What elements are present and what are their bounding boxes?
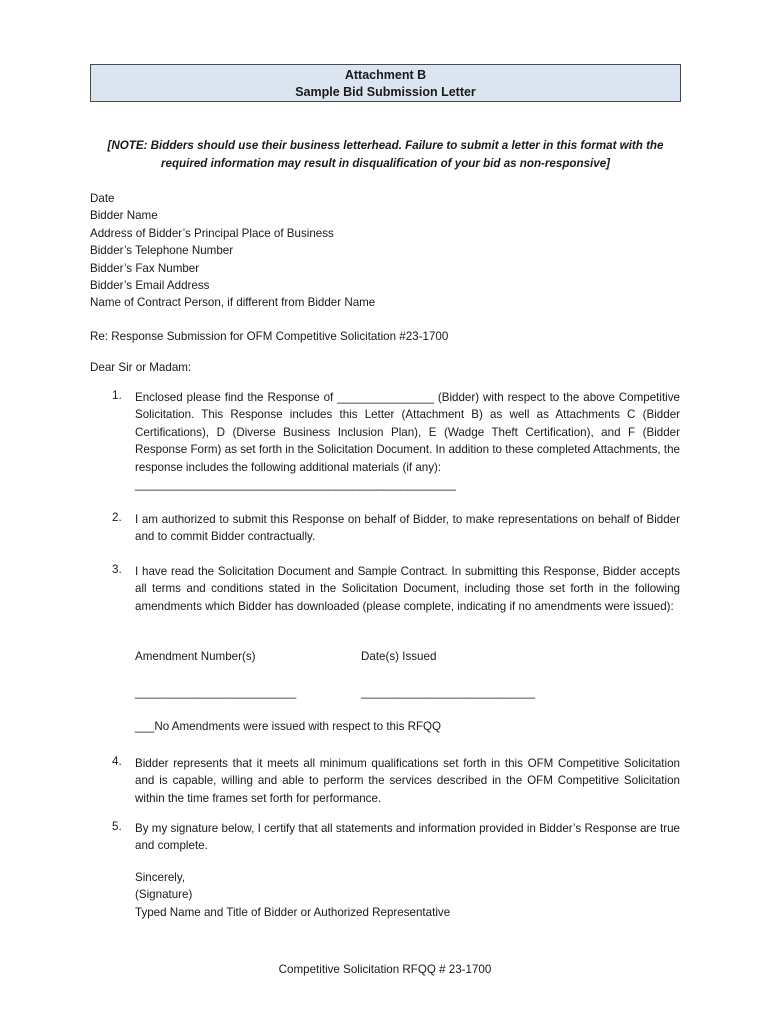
date-issued-blank: ___________________________ (361, 686, 536, 699)
list-number: 1. (112, 389, 122, 402)
address-line-date: Date (90, 192, 115, 205)
list-number: 2. (112, 511, 122, 524)
amendment-number-header: Amendment Number(s) (135, 650, 256, 663)
list-number: 4. (112, 755, 122, 768)
list-item-text: I have read the Solicitation Document and Sample Contract. In submitting this Response, Bidder accepts all terms and conditions stated in the Solicitation Document, including those set forth in the following amendments which Bidder has downloaded (please complete, indicating if no amendments were issued): (135, 565, 680, 613)
address-line-email: Bidder’s Email Address (90, 279, 210, 293)
list-item-text: By my signature below, I certify that all statements and information provided in Bidder’s Response are true and complete. (135, 822, 680, 853)
attachment-label: Attachment B (344, 68, 427, 82)
list-item-text: Enclosed please find the Response of _______________ (Bidder) with respect to the above Competitive Solicitation. This Response includes this Letter (Attachment B) as well as Attachments C (Bidder Certifications), D (Diverse Business Inclusion Plan), E (Wadge Theft Certification), and F (Bidder Response Form) as set forth in the Solicitation Document. In addition to these completed Attachments, the response includes the following additional materials (if any): (135, 391, 680, 474)
date-issued-header: Date(s) Issued (361, 650, 437, 663)
address-line-bidder-name: Bidder Name (90, 209, 158, 223)
address-line-contract-person: Name of Contract Person, if different from Bidder Name (90, 296, 376, 310)
list-item-text: Bidder represents that it meets all minimum qualifications set forth in this OFM Competitive Solicitation and is capable, willing and able to perform the services described in the OFM Competitive Solicitation within the time frames set forth for performance. (135, 757, 680, 805)
list-item-text: I am authorized to submit this Response on behalf of Bidder, to make representations on behalf of Bidder and to commit Bidder contractually. (135, 513, 680, 544)
address-line-telephone: Bidder’s Telephone Number (90, 244, 234, 258)
address-line-fax: Bidder’s Fax Number (90, 261, 200, 275)
closing-block (135, 869, 680, 921)
closing-typed-name: Typed Name and Title of Bidder or Authorized Representative (135, 905, 451, 919)
page-title: Sample Bid Submission Letter (295, 85, 476, 99)
list-number: 5. (112, 820, 122, 833)
note-paragraph: [NOTE: Bidders should use their business letterhead. Failure to submit a letter in this format with the required information may result in disqualification of your bid as non-responsive] (107, 139, 664, 170)
address-block (90, 190, 681, 312)
closing-sincerely: Sincerely, (135, 871, 186, 884)
title-box (90, 64, 681, 102)
salutation: Dear Sir or Madam: (90, 361, 192, 374)
closing-signature: (Signature) (135, 888, 193, 902)
re-line: Re: Response Submission for OFM Competitive Solicitation #23-1700 (90, 330, 449, 343)
page-footer: Competitive Solicitation RFQQ # 23-1700 (278, 963, 492, 976)
amendment-number-blank: _________________________ (135, 686, 297, 699)
address-line-address: Address of Bidder’s Principal Place of Business (90, 226, 334, 240)
no-amendments-text: ___No Amendments were issued with respect to this RFQQ (135, 720, 442, 733)
additional-materials-blank: _____________________________________________________ (135, 478, 456, 492)
list-number: 3. (112, 563, 122, 576)
